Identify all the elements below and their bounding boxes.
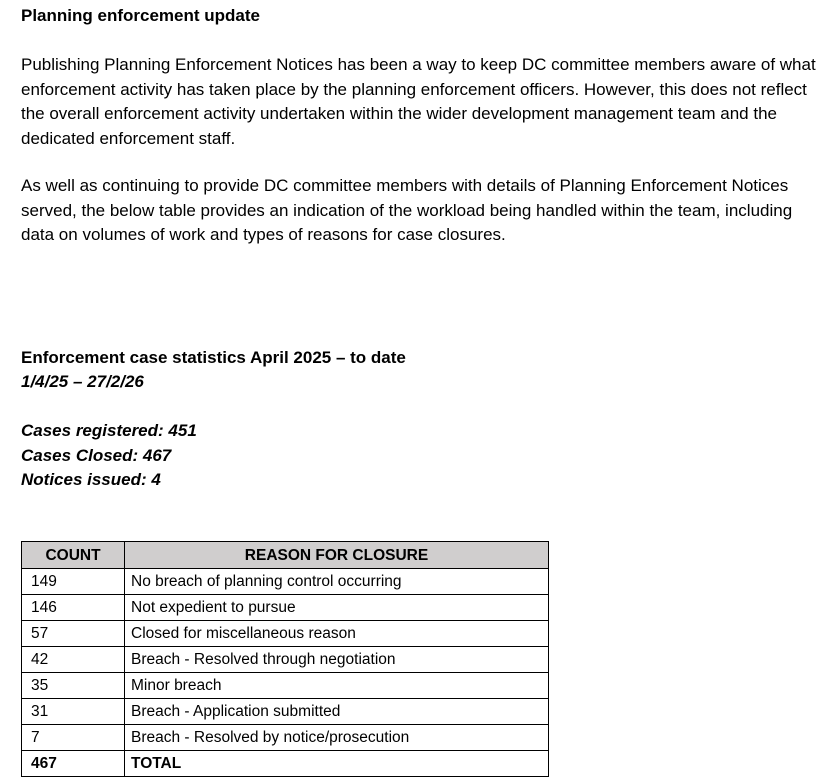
context-paragraph: As well as continuing to provide DC committee members with details of Planning Enforcement Notices served, the below table provides an indication of the workload being handled within the team, including data on volumes of work and types of reasons for case closures. xyxy=(21,176,793,244)
row-count: 146 xyxy=(22,595,125,621)
row-count: 7 xyxy=(22,725,125,751)
notices-issued: Notices issued: 4 xyxy=(21,470,161,489)
statistics-date-range: 1/4/25 – 27/2/26 xyxy=(21,372,144,391)
table-row xyxy=(22,725,549,751)
table-row xyxy=(22,647,549,673)
row-reason: Not expedient to pursue xyxy=(125,595,549,621)
row-count: 35 xyxy=(22,673,125,699)
column-header-reason: REASON FOR CLOSURE xyxy=(125,542,549,569)
row-reason: No breach of planning control occurring xyxy=(125,569,549,595)
table-row xyxy=(22,699,549,725)
table-row xyxy=(22,673,549,699)
total-label: TOTAL xyxy=(125,751,549,777)
row-reason: Minor breach xyxy=(125,673,549,699)
cases-registered: Cases registered: 451 xyxy=(21,421,197,440)
row-count: 149 xyxy=(22,569,125,595)
row-reason: Breach - Resolved by notice/prosecution xyxy=(125,725,549,751)
table-header-row xyxy=(22,542,549,569)
row-reason: Breach - Application submitted xyxy=(125,699,549,725)
statistics-summary xyxy=(21,419,197,493)
table-row xyxy=(22,569,549,595)
statistics-title: Enforcement case statistics April 2025 – to date xyxy=(21,348,406,367)
row-count: 57 xyxy=(22,621,125,647)
row-reason: Closed for miscellaneous reason xyxy=(125,621,549,647)
intro-paragraph: Publishing Planning Enforcement Notices has been a way to keep DC committee members aware of what enforcement activity has taken place by the planning enforcement officers. However, this does not reflect the overall enforcement activity undertaken within the wider development management team and the dedicated enforcement staff. xyxy=(21,55,816,148)
row-count: 42 xyxy=(22,647,125,673)
table-row xyxy=(22,621,549,647)
column-header-count: COUNT xyxy=(22,542,125,569)
table-row xyxy=(22,595,549,621)
closure-reasons-table xyxy=(21,541,549,777)
page-title: Planning enforcement update xyxy=(21,6,260,25)
table-total-row xyxy=(22,751,549,777)
row-count: 31 xyxy=(22,699,125,725)
cases-closed: Cases Closed: 467 xyxy=(21,445,172,465)
row-reason: Breach - Resolved through negotiation xyxy=(125,647,549,673)
total-count: 467 xyxy=(22,751,125,777)
